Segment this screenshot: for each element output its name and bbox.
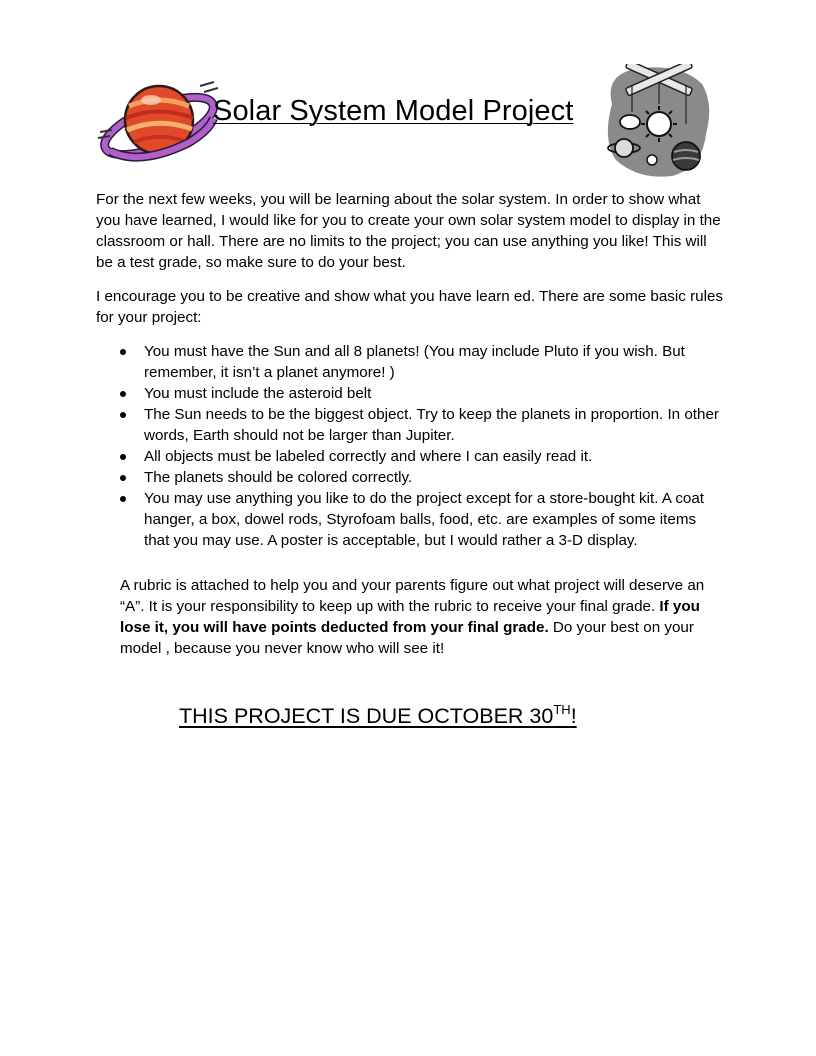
solar-mobile-icon xyxy=(602,64,712,178)
due-date-superscript: TH xyxy=(553,702,571,717)
bullet-icon xyxy=(120,412,126,418)
list-item xyxy=(120,341,720,383)
list-item xyxy=(120,383,720,404)
list-item xyxy=(120,404,720,446)
rule-text: The Sun needs to be the biggest object. Try to keep the planets in proportion. In other words, Earth should not be larger than Jupiter. xyxy=(144,406,719,444)
list-item xyxy=(120,467,720,488)
encourage-paragraph: I encourage you to be creative and show what you have learn ed. There are some basic rules for your project: xyxy=(96,288,723,326)
due-date-heading xyxy=(179,704,577,729)
due-date-text: THIS PROJECT IS DUE OCTOBER 30 xyxy=(179,704,554,728)
rubric-warning: If you lose it, you will have points deducted from your final grade. xyxy=(120,598,700,636)
rubric-text: A rubric is attached to help you and your parents figure out what project will deserve an “A”. It is your responsibility to keep up with the rubric to receive your final grade. xyxy=(120,577,705,615)
bullet-icon xyxy=(120,391,126,397)
intro-paragraph: For the next few weeks, you will be learning about the solar system. In order to show what you have learned, I would like for you to create your own solar system model to display in the classroom or hall. There are no limits to the project; you can use anything you like! This will be a test grade, so make sure to do your best. xyxy=(96,191,721,271)
due-date-suffix: ! xyxy=(570,704,577,728)
list-item xyxy=(120,488,720,551)
saturn-icon xyxy=(96,72,222,174)
list-item xyxy=(120,446,720,467)
bullet-icon xyxy=(120,496,126,502)
rules-list xyxy=(120,341,720,551)
rule-text: The planets should be colored correctly. xyxy=(144,469,413,486)
page-title: Solar System Model Project xyxy=(213,95,574,127)
rule-text: You must have the Sun and all 8 planets! (You may include Pluto if you wish. But remember, it isn’t a planet anymore! ) xyxy=(144,343,685,381)
rule-text: You must include the asteroid belt xyxy=(144,385,372,402)
bullet-icon xyxy=(120,349,126,355)
rubric-closing: Do your best on your model , because you never know who will see it! xyxy=(120,619,694,657)
rule-text: You may use anything you like to do the project except for a store-bought kit. A coat hanger, a box, dowel rods, Styrofoam balls, food, etc. are examples of some items that you may use. A poster is acceptable, but I would rather a 3-D display. xyxy=(144,490,705,549)
bullet-icon xyxy=(120,475,126,481)
rule-text: All objects must be labeled correctly and where I can easily read it. xyxy=(144,448,593,465)
rubric-paragraph xyxy=(120,575,724,659)
bullet-icon xyxy=(120,454,126,460)
